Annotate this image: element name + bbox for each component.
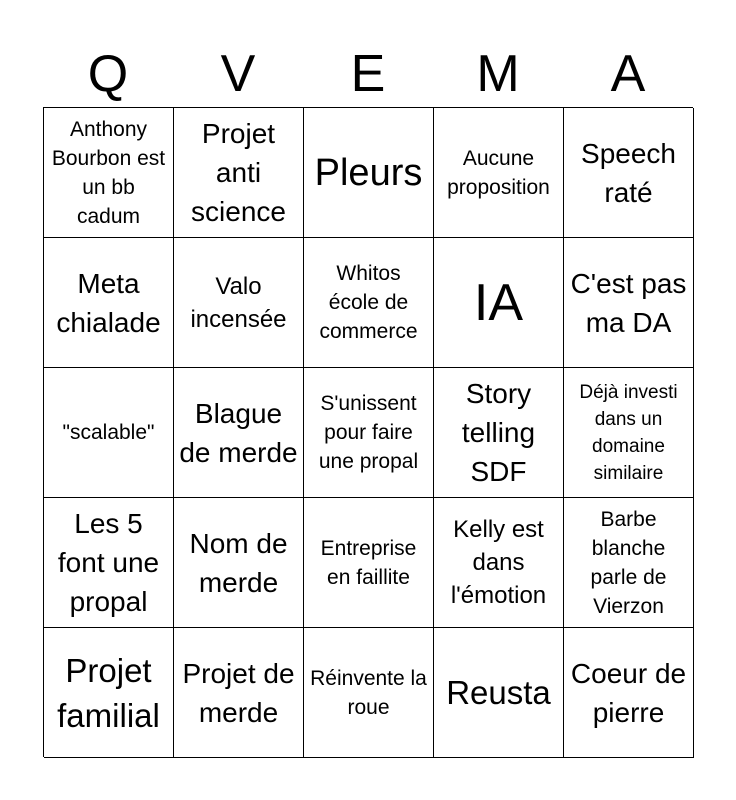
bingo-cell-text: Barbe blanche parle de Vierzon [590,507,667,618]
bingo-cell-text: C'est pas ma DA [570,267,687,338]
header-letter-m: M [476,45,520,103]
bingo-cell-text: Meta chialade [56,267,161,338]
bingo-cell-text: Speech raté [581,137,676,208]
bingo-cell-r1c4[interactable] [434,108,564,238]
bingo-cell-text: Projet de merde [182,657,295,728]
bingo-cell-text: IA [473,273,524,332]
bingo-cell-r3c3[interactable] [304,368,434,498]
bingo-cell-r3c5[interactable] [564,368,694,498]
bingo-cell-r2c3[interactable] [304,238,434,368]
bingo-cell-text: Aucune proposition [447,146,550,199]
bingo-cell-r1c3[interactable] [304,108,434,238]
bingo-cell-text: Story telling SDF [461,378,536,487]
bingo-cell-text: Kelly est dans l'émotion [450,516,547,609]
bingo-cell-text: Projet anti science [191,118,286,227]
bingo-cell-r3c1[interactable] [44,368,174,498]
header-letter-v: V [220,45,256,103]
bingo-cell-text: Déjà investi dans un domaine similaire [579,381,678,484]
bingo-cell-text: S'unissent pour faire une propal [318,392,419,473]
bingo-cell-r4c4[interactable] [434,498,564,628]
bingo-cell-text: Anthony Bourbon est un bb cadum [51,117,166,228]
header-letter-q: Q [87,45,129,103]
header-letter-a: A [610,45,646,103]
bingo-cell-r1c5[interactable] [564,108,694,238]
bingo-cell-text: Nom de merde [189,527,288,598]
bingo-cell-r1c1[interactable] [44,108,174,238]
bingo-cell-text: Pleurs [314,151,423,194]
bingo-cell-text: Projet familial [57,651,160,734]
bingo-cell-r4c5[interactable] [564,498,694,628]
bingo-cell-text: Réinvente la roue [310,666,427,719]
bingo-cell-r4c3[interactable] [304,498,434,628]
bingo-cell-r3c2[interactable] [174,368,304,498]
bingo-header [43,40,693,108]
bingo-cell-r2c5[interactable] [564,238,694,368]
bingo-cell-text: "scalable" [62,421,155,444]
bingo-cell-r1c2[interactable] [174,108,304,238]
bingo-cell-text: Les 5 font une propal [57,508,160,617]
bingo-cell-text: Coeur de pierre [570,657,687,728]
bingo-cell-r5c3[interactable] [304,628,434,758]
bingo-cell-text: Valo incensée [190,272,287,333]
bingo-cell-r5c1[interactable] [44,628,174,758]
bingo-cell-text: Reusta [446,674,551,711]
bingo-cell-r2c2[interactable] [174,238,304,368]
header-letter-e: E [350,45,386,103]
bingo-cell-r2c4[interactable] [434,238,564,368]
bingo-cell-r2c1[interactable] [44,238,174,368]
bingo-cell-r5c2[interactable] [174,628,304,758]
bingo-cell-text: Entreprise en faillite [320,536,417,589]
bingo-cell-text: Blague de merde [179,397,298,468]
bingo-cell-r3c4[interactable] [434,368,564,498]
bingo-cell-r5c5[interactable] [564,628,694,758]
bingo-cell-text: Whitos école de commerce [319,262,418,343]
bingo-cell-r4c2[interactable] [174,498,304,628]
bingo-cell-r4c1[interactable] [44,498,174,628]
bingo-grid [43,107,693,757]
bingo-cell-r5c4[interactable] [434,628,564,758]
